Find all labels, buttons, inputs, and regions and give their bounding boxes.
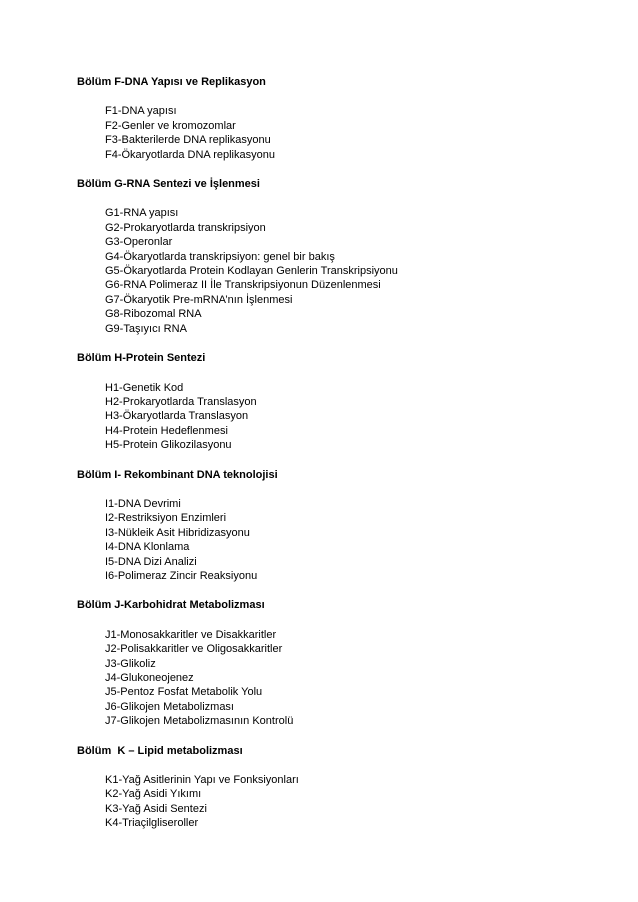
topic-item: H4-Protein Hedeflenmesi	[105, 424, 228, 437]
topic-item: I3-Nükleik Asit Hibridizasyonu	[105, 526, 250, 539]
topic-item: J3-Glikoliz	[105, 657, 156, 670]
section-h	[77, 351, 638, 452]
topic-item: J2-Polisakkaritler ve Oligosakkaritler	[105, 643, 283, 656]
topic-item: F2-Genler ve kromozomlar	[105, 119, 236, 132]
topic-item: F3-Bakterilerde DNA replikasyonu	[105, 134, 271, 147]
topic-item: J7-Glikojen Metabolizmasının Kontrolü	[105, 715, 294, 728]
section-title: Bölüm F-DNA Yapısı ve Replikasyon	[77, 76, 266, 88]
section-k	[77, 744, 638, 831]
topic-item: I5-DNA Dizi Analizi	[105, 555, 197, 568]
topic-item: H2-Prokaryotlarda Translasyon	[105, 395, 257, 408]
topic-item: J5-Pentoz Fosfat Metabolik Yolu	[105, 686, 263, 699]
section-title: Bölüm H-Protein Sentezi	[77, 352, 206, 365]
section-f	[77, 75, 638, 162]
topic-list	[105, 381, 638, 453]
topic-item: K2-Yağ Asidi Yıkımı	[105, 788, 202, 801]
topic-item: G7-Ökaryotik Pre-mRNA’nın İşlenmesi	[105, 293, 293, 306]
topic-item: K4-Triaçilgliseroller	[105, 817, 199, 830]
topic-item: H5-Protein Glikozilasyonu	[105, 439, 232, 452]
section-j	[77, 598, 638, 728]
topic-item: J6-Glikojen Metabolizması	[105, 700, 234, 713]
topic-item: H3-Ökaryotlarda Translasyon	[105, 410, 249, 423]
section-title: Bölüm I- Rekombinant DNA teknolojisi	[77, 468, 278, 481]
topic-item: I1-DNA Devrimi	[105, 497, 181, 510]
topic-item: G9-Taşıyıcı RNA	[105, 322, 187, 335]
topic-item: F4-Ökaryotlarda DNA replikasyonu	[105, 148, 275, 161]
topic-item: G1-RNA yapısı	[105, 207, 179, 220]
section-g	[77, 177, 638, 336]
topic-item: J1-Monosakkaritler ve Disakkaritler	[105, 628, 277, 641]
topic-item: I2-Restriksiyon Enzimleri	[105, 512, 227, 525]
topic-list	[105, 497, 638, 583]
topic-list	[105, 773, 638, 831]
topic-list	[105, 628, 638, 729]
topic-item: G5-Ökaryotlarda Protein Kodlayan Genlerin Transkripsiyonu	[105, 265, 398, 278]
topic-item: G6-RNA Polimeraz II İle Transkripsiyonun Düzenlenmesi	[105, 279, 381, 292]
section-title: Bölüm J-Karbohidrat Metabolizması	[77, 599, 265, 612]
topic-item: F1-DNA yapısı	[105, 105, 177, 118]
topic-item: G8-Ribozomal RNA	[105, 308, 202, 321]
topic-list	[105, 104, 638, 162]
section-i	[77, 468, 638, 584]
topic-list	[105, 206, 638, 336]
topic-item: G4-Ökaryotlarda transkripsiyon: genel bir bakış	[105, 250, 335, 263]
topic-item: I4-DNA Klonlama	[105, 541, 190, 554]
section-title: Bölüm G-RNA Sentezi ve İşlenmesi	[77, 178, 260, 191]
topic-item: I6-Polimeraz Zincir Reaksiyonu	[105, 569, 258, 582]
section-title: Bölüm K – Lipid metabolizması	[77, 744, 243, 757]
topic-item: G3-Operonlar	[105, 236, 173, 249]
topic-item: J4-Glukoneojenez	[105, 672, 194, 684]
topic-item: G2-Prokaryotlarda transkripsiyon	[105, 221, 266, 234]
topic-item: K1-Yağ Asitlerinin Yapı ve Fonksiyonları	[105, 774, 299, 787]
topic-item: H1-Genetik Kod	[105, 381, 184, 394]
topic-item: K3-Yağ Asidi Sentezi	[105, 802, 207, 815]
